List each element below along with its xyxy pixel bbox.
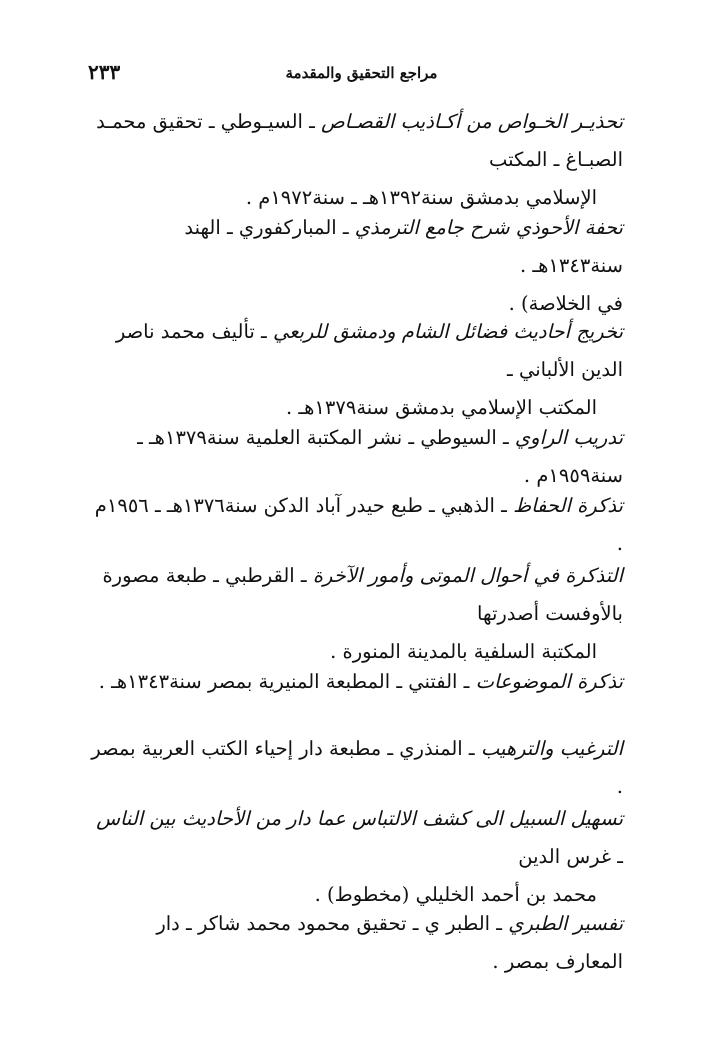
bibliography-entry	[90, 905, 623, 981]
entry-details: ـ غرس الدين	[518, 845, 623, 868]
entry-continuation: المكتبة السلفية بالمدينة المنورة .	[330, 640, 597, 663]
bibliography-entry	[90, 730, 623, 806]
bibliography-entry	[90, 487, 623, 563]
entry-title: تسهيل السبيل الى كشف الالتباس عما دار من الأحاديث بين الناس	[96, 807, 623, 830]
entry-details: ـ الذهبي ـ طبع حيدر آباد الدكن سنة١٣٧٦هـ ـ ١٩٥٦م .	[94, 494, 623, 555]
entry-continuation: في الخلاصة) .	[508, 292, 623, 315]
entry-title: الترغيب والترهيب	[480, 737, 623, 760]
entry-details: ـ الطبر ي ـ تحقيق محمود محمد شاكر ـ دار المعارف بمصر .	[156, 912, 623, 973]
entry-title: التذكرة في أحوال الموتى وأمور الآخرة	[312, 564, 623, 587]
entry-title: تحذيـر الخـواص من أكـاذيب القصـاص	[321, 110, 623, 133]
entry-details: ـ القرطبي ـ طبعة مصورة بالأوفست أصدرتها	[102, 564, 623, 625]
entry-continuation: المكتب الإسلامي بدمشق سنة١٣٧٩هـ .	[286, 396, 597, 419]
running-title: مراجع التحقيق والمقدمة	[285, 64, 438, 82]
entry-details: ـ الفتني ـ المطبعة المنيرية بمصر سنة١٣٤٣هـ .	[98, 670, 476, 693]
entry-details: ـ المنذري ـ مطبعة دار إحياء الكتب العربية بمصر .	[91, 737, 623, 798]
entry-continuation: الإسلامي بدمشق سنة١٣٩٢هـ ـ سنة١٩٧٢م .	[245, 186, 597, 209]
entry-title: تفسير الطبري	[508, 912, 623, 935]
entry-title: تخريج أحاديث فضائل الشام ودمشق للربعي	[272, 320, 623, 343]
entry-details: ـ السيـوطي ـ تحقيق محمـد الصبـاغ ـ المكتب	[96, 110, 623, 171]
entry-continuation: محمد بن أحمد الخليلي (مخطوط) .	[314, 883, 597, 906]
entry-details: ـ السيوطي ـ نشر المكتبة العلمية سنة١٣٧٩هـ ـ سنة١٩٥٩م .	[137, 426, 623, 487]
bibliography-entry	[90, 419, 623, 495]
bibliography-entry	[90, 557, 623, 671]
page-header	[88, 60, 635, 90]
bibliography-entry	[90, 209, 623, 323]
entry-title: تدريب الراوي	[514, 426, 623, 449]
page-number: ٢٣٣	[88, 60, 121, 84]
bibliography-entry	[90, 103, 623, 217]
bibliography-entry	[90, 800, 623, 914]
entry-title: تذكرة الموضوعات	[475, 670, 623, 693]
entry-details: ـ تأليف محمد ناصر الدين الألباني ـ	[115, 320, 623, 381]
entry-title: تذكرة الحفاظ	[513, 494, 623, 517]
bibliography-entry	[90, 313, 623, 427]
bibliography-entry	[90, 663, 623, 701]
entry-details: ـ المباركفوري ـ الهند سنة١٣٤٣هـ .	[184, 216, 623, 277]
entry-title: تحفة الأحوذي شرح جامع الترمذي	[354, 216, 623, 239]
